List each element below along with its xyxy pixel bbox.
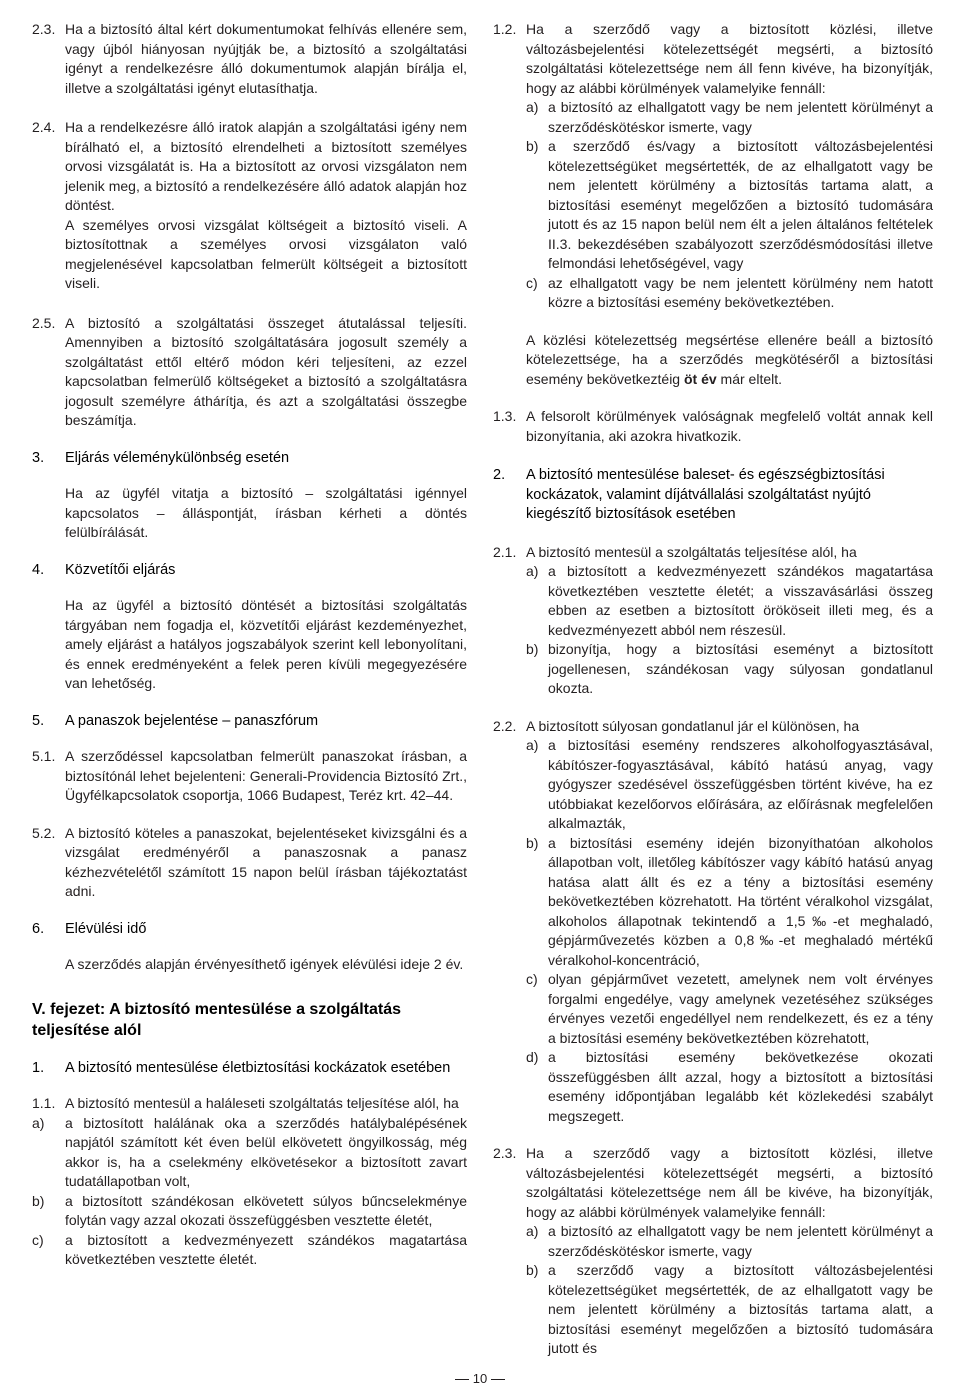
list-letter: c) [526,274,538,291]
heading-6 [32,920,467,940]
right-column [493,12,933,1359]
section-text: A biztosított súlyosan gondatlanul jár el különösen, ha [526,717,860,734]
section-number: 2.1. [493,543,517,560]
section-text: Ha a rendelkezésre álló iratok alapján a szolgáltatási igény nem bírálható el, a biztosító elrendelheti a biztosított személyes orvosi vizsgálatát is. Ha a biztosított az orvosi vizsgálaton nem jelenik meg, a biztosító a rendelkezésére álló adatok alapján hoz döntést. [65,119,467,213]
section-1-1 [32,1094,467,1114]
section-number: 2.3. [493,1145,517,1161]
list-item [526,1048,933,1126]
list-text: a szerződő és/vagy a biztosított változásbejelentési kötelezettségüket megsértették, de az elhallgatott vagy be nem jelentett körülmény a biztosítás tartama alatt, a biztosítási eseményt megelőzően a biztosító tudomására jutott és az 15 napon belül nem élt a jelen általános feltételek II.3. bekezdésében szabályozott szerződésmódosítási illetve felmondási lehetőségével, vagy [548,138,933,271]
heading-number: 4. [32,561,45,578]
list-item [526,274,933,313]
section-1-1-items [32,1114,467,1270]
section-text: A biztosító a szolgáltatási összeget átutalással teljesíti. Amennyiben a biztosító szolgáltatására jogosult személy a szolgáltatást ettől eltérő módon kéri teljesíteni, az ezzel kapcsolatban felmerülő költségeket a biztosító a szolgáltatásra jogosult személyre áthárítja, és azt a szolgáltatási összegbe beszámítja. [65,314,467,428]
heading-1 [32,1059,467,1079]
section-number: 1.3. [493,408,517,424]
footer-dash-left [455,1379,469,1380]
heading-title: Közvetítői eljárás [65,561,176,578]
section-text: A biztosító mentesül a szolgáltatás teljesítése alól, ha [526,543,857,560]
heading-number: 2. [493,467,506,483]
page-number: 10 [472,1371,488,1386]
list-letter: a) [526,1223,539,1239]
section-number: 5.2. [32,824,56,841]
list-letter: a) [526,737,539,753]
section-5-1 [32,747,467,806]
section-number: 2.5. [32,314,56,331]
section-2-3 [32,20,467,98]
list-item [32,1192,467,1231]
heading-3-body: Ha az ügyfél vitatja a biztosító – szolgáltatási igénnyel kapcsolatos – álláspontját, írásban kérheti a döntés felülbírálását. [65,485,467,540]
section-2-3-right [493,1144,933,1359]
section-2-4 [32,118,467,294]
section-text: Ha a biztosító által kért dokumentumokat felhívás ellenére sem, vagy újból hiányosan nyújtják be, a biztosító a szolgáltatási igényt a rendelkezésre álló dokumentumok alapján bírálja el, illetve a szolgáltatási igényt elutasíthatja. [65,21,467,96]
section-text: Ha a szerződő vagy a biztosított közlési, illetve változásbejelentési kötelezettségét megsérti, a biztosító szolgáltatási kötelezettsége nem áll fenn kivéve, ha bizonyítják, hogy az alábbi körülmények valamelyike fennáll: [526,21,933,96]
section-2-5 [32,314,467,431]
list-item [526,137,933,274]
list-text: bizonyítja, hogy a biztosítási eseményt a biztosított jogellenesen, szándékosan vagy súlyosan gondatlanul okozta. [548,641,933,696]
heading-number: 3. [32,449,45,466]
heading-title: A biztosító mentesülése életbiztosítási kockázatok esetében [65,1059,451,1076]
heading-6-body: A szerződés alapján érvényesíthető igények elévülési ideje 2 év. [65,956,464,972]
section-text: A felsorolt körülmények valóságnak megfelelő voltát annak kell bizonyítania, aki azokra hivatkozik. [526,408,933,444]
section-number: 1.2. [493,21,517,37]
list-letter: b) [526,1262,539,1278]
page-footer [0,1372,960,1386]
section-2-2 [493,717,933,1127]
heading-2 [493,466,933,525]
heading-number: 6. [32,920,45,937]
section-number: 2.3. [32,21,56,37]
list-text: a biztosító az elhallgatott vagy be nem jelentett körülményt a szerződéskötéskor ismerte, vagy [548,99,933,135]
list-item [32,1114,467,1192]
list-letter: b) [526,138,539,154]
heading-title: A biztosító mentesülése baleset- és egészségbiztosítási kockázatok, valamint díjátvállalási szolgáltatást nyújtó kiegészítő biztosítások esetében [526,467,885,522]
list-text: a biztosított halálának oka a szerződés hatálybalépésének napjától számított két éven belül elkövetett öngyilkosság, még akkor is, ha a cselekmény elkövetésekor a biztosított zavart tudatállapotban volt, [65,1114,467,1189]
list-item [526,640,933,699]
list-text: a biztosítási esemény rendszeres alkoholfogyasztásával, kábítószer-fogyasztásával, kábító hatású anyag, vagy gyógyszer szedésével összefüggésben történt kivéve, ha ez utóbbiakat kezelőorvos előírására, az előírásnak megfelelően alkalmazták, [548,737,933,831]
list-item [526,834,933,971]
section-number: 2.2. [493,717,517,734]
list-letter: d) [526,1049,539,1065]
heading-4 [32,561,467,581]
list-letter: b) [526,834,539,851]
highlight-period: öt év [683,370,717,387]
list-text: a biztosított a kedvezményezett szándékos magatartása következtében vesztette életét; a visszavásárlási összeg ebben az esetben a biztosított örököseit illeti meg, és a kedvezményezett abból nem részesül. [548,563,933,638]
list-letter: c) [526,971,538,987]
section-text: A biztosító köteles a panaszokat, bejelentéseket kivizsgálni és a vizsgálat eredményéről a panaszosnak a panasz kézhezvételétől számított 15 napon belül írásban tájékoztatást adni. [65,824,467,899]
section-text: Ha a szerződő vagy a biztosított közlési, illetve változásbejelentési kötelezettségét megsérti, a biztosító szolgáltatási kötelezettsége nem áll be kivéve, ha bizonyítják, hogy az alábbi körülmények valamelyike fennáll: [526,1145,933,1220]
list-text: az elhallgatott vagy be nem jelentett körülmény nem hatott közre a biztosítási esemény bekövetkeztében. [548,274,933,310]
list-letter: a) [526,99,539,115]
heading-title: Elévülési idő [65,920,147,937]
heading-title: A panaszok bejelentése – panaszfórum [65,712,319,729]
list-letter: a) [32,1114,45,1131]
list-letter: a) [526,563,539,579]
heading-3 [32,449,467,469]
list-item [526,562,933,640]
list-item [526,98,933,137]
section-text: A biztosító mentesül a haláleseti szolgáltatás teljesítése alól, ha [65,1095,459,1111]
section-number: 5.1. [32,748,56,764]
list-text: a szerződő vagy a biztosított változásbejelentési kötelezettségüket megsértették, de az elhallgatott vagy be nem jelentett körülmény a biztosítás tartama alatt, a biztosítási eseményt megelőzően a biztosító tudomására jutott és [548,1262,933,1356]
list-text: a biztosított szándékosan elkövetett súlyos bűncselekménye folytán vagy azzal okozati összefüggésben vesztette életét, [65,1192,467,1228]
list-letter: b) [526,641,539,657]
list-item [526,1222,933,1261]
section-5-2 [32,824,467,902]
section-note: A közlési kötelezettség megsértése ellenére beáll a biztosító kötelezettsége, ha a szerződés megkötéséről a biztosítási esemény bekövetkeztéig öt év már eltelt. [526,331,933,387]
heading-4-body: Ha az ügyfél a biztosító döntését a biztosítási szolgáltatás tárgyában nem fogadja el, közvetítői eljárást kezdeményezhet, amely eljárást a hatályos jogszabályok szerint kell lebonyolítani, és ennek eredményeként a felek peren kívüli megegyezésére van lehetőség. [65,597,467,691]
section-1-2 [493,20,933,389]
list-item [32,1231,467,1270]
heading-5 [32,712,467,732]
list-letter: b) [32,1192,45,1209]
section-number: 1.1. [32,1095,56,1111]
section-1-3 [493,407,933,446]
list-text: a biztosító az elhallgatott vagy be nem jelentett körülményt a szerződéskötéskor ismerte, vagy [548,1223,933,1259]
list-item [526,1261,933,1359]
list-text: olyan gépjárművet vezetett, amelynek nem volt érvényes forgalmi engedélye, vagy amelynek vezetéséhez szükséges érvényes vezetői engedéllyel nem rendelkezett, és ez a tény a biztosítási esemény bekövetkeztében közrehatott, [548,971,933,1046]
heading-title: Eljárás véleménykülönbség esetén [65,449,290,466]
heading-number: 1. [32,1059,45,1076]
list-item [526,970,933,1048]
left-column [32,12,467,1270]
footer-dash-right [491,1379,505,1380]
section-text: A szerződéssel kapcsolatban felmerült panaszokat írásban, a biztosítónál lehet bejelenteni: Generali-Providencia Biztosító Zrt., Ügyfélkapcsolatok csoportja, 1066 Budapest, Teréz krt. 42–44. [65,748,467,803]
section-2-1 [493,543,933,699]
section-text: A személyes orvosi vizsgálat költségeit a biztosító viseli. A biztosítottnak a személyes orvosi vizsgálaton való megjelenésével kapcsolatban felmerült költségeit a biztosított viseli. [65,216,467,291]
list-text: a biztosítási esemény bekövetkezése okozati összefüggésben állt azzal, hogy a biztosított a biztosítási esemény időpontjában legalább két közlekedési szabályt megszegett. [548,1049,933,1124]
list-text: a biztosítási esemény idején bizonyíthatóan alkoholos állapotban volt, illetőleg kábítószer vagy kábító hatású anyag hatása alatt állt és ez a tény a biztosítási esemény bekövetkeztében közrehatott. Ha történt véralkohol vizsgálat, alkoholos állapotnak tekintendő a 1,5‰-et meghaladó, gépjárművezetés közben a 0,8‰-et meghaladó mértékű véralkohol-koncentráció, [548,834,933,968]
list-text: a biztosított a kedvezményezett szándékos magatartása következtében vesztette életét. [65,1231,467,1267]
heading-number: 5. [32,712,45,729]
list-letter: c) [32,1231,44,1248]
section-number: 2.4. [32,119,56,135]
chapter-title: V. fejezet: A biztosító mentesülése a szolgáltatás teljesítése alól [32,1000,401,1039]
list-item [526,736,933,834]
